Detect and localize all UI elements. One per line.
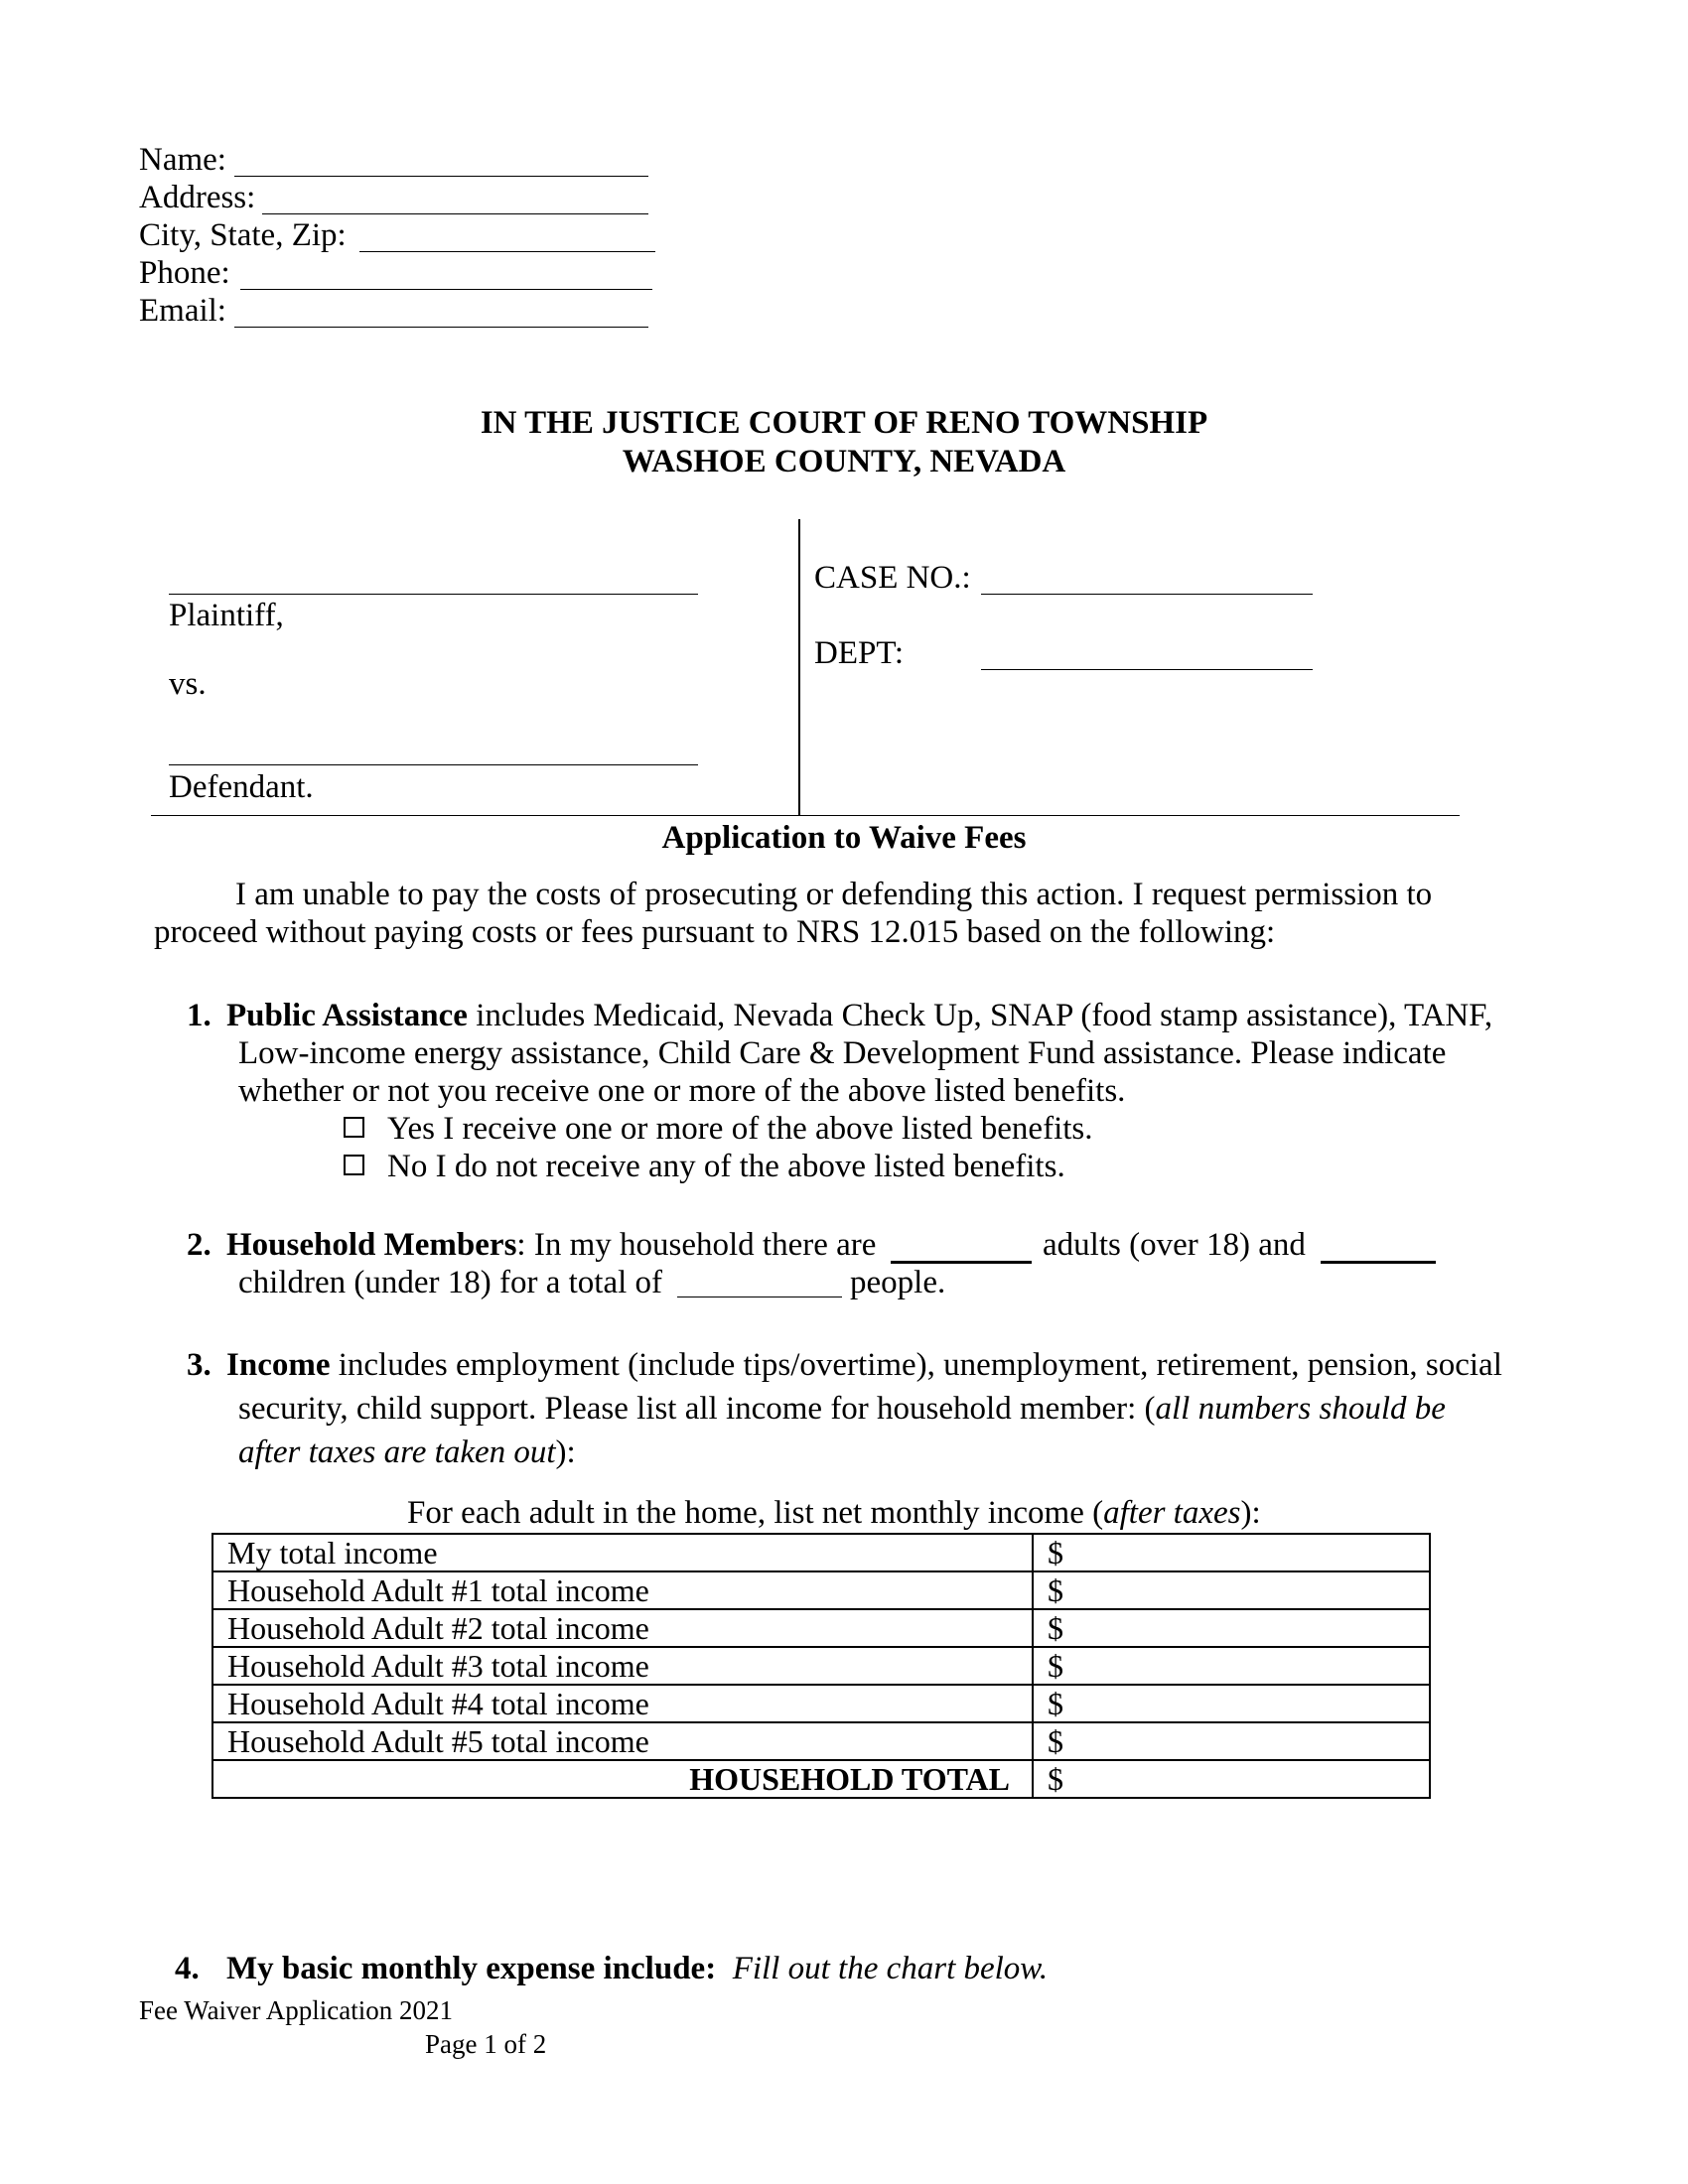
income-caption-text: For each adult in the home, list net monthly income ( [407, 1495, 1104, 1531]
email-field[interactable] [234, 327, 648, 328]
section-2-text-c: children (under 18) for a total of [238, 1265, 663, 1300]
section-1-line-2: Low-income energy assistance, Child Care & Development Fund assistance. Please indicate [238, 1035, 1447, 1071]
income-row-label: Household Adult #1 total income [212, 1571, 1033, 1609]
intro-line-1: I am unable to pay the costs of prosecuting or defending this action. I request permission to [235, 877, 1433, 912]
section-2-text-b: adults (over 18) and [1043, 1227, 1306, 1263]
section-4-heading: My basic monthly expense include: [226, 1951, 717, 1986]
phone-field[interactable] [240, 289, 652, 290]
dept-field[interactable] [981, 669, 1313, 670]
plaintiff-name-field[interactable] [169, 594, 698, 595]
section-4-instruction: Fill out the chart below. [732, 1951, 1049, 1986]
income-caption-end: ): [1240, 1495, 1261, 1531]
public-assistance-no-label: No I do not receive any of the above listed benefits. [387, 1149, 1065, 1184]
income-amount-field[interactable]: $ [1033, 1609, 1430, 1647]
caption-divider [798, 519, 800, 815]
vs-label: vs. [169, 666, 207, 702]
section-3-line-3-end: ): [555, 1434, 576, 1470]
income-row-label: Household Adult #5 total income [212, 1722, 1033, 1760]
income-row [212, 1685, 1430, 1722]
phone-label: Phone: [139, 255, 230, 291]
income-row-label: Household Adult #4 total income [212, 1685, 1033, 1722]
income-amount-field[interactable]: $ [1033, 1722, 1430, 1760]
income-row-label: My total income [212, 1534, 1033, 1571]
public-assistance-yes-checkbox[interactable] [344, 1117, 364, 1138]
income-row [212, 1571, 1430, 1609]
income-amount-field[interactable]: $ [1033, 1534, 1430, 1571]
defendant-label: Defendant. [169, 769, 314, 805]
email-label: Email: [139, 293, 226, 329]
section-2-text-d: people. [850, 1265, 946, 1300]
income-row [212, 1534, 1430, 1571]
section-4-number: 4. [175, 1951, 200, 1986]
address-label: Address: [139, 180, 256, 215]
case-no-label: CASE NO.: [814, 560, 971, 596]
city-state-zip-field[interactable] [359, 251, 655, 252]
adults-count-field[interactable] [891, 1261, 1032, 1264]
section-2-heading: Household Members [226, 1227, 517, 1263]
section-3-heading: Income [226, 1347, 331, 1383]
public-assistance-yes-label: Yes I receive one or more of the above listed benefits. [387, 1111, 1093, 1147]
section-4-line [226, 1951, 1048, 1987]
income-row [212, 1722, 1430, 1760]
section-3-line-2 [238, 1391, 1446, 1428]
income-row [212, 1609, 1430, 1647]
name-field[interactable] [234, 176, 648, 177]
section-1-number: 1. [187, 998, 211, 1033]
income-amount-field[interactable]: $ [1033, 1647, 1430, 1685]
section-3-number: 3. [187, 1347, 211, 1383]
section-1-text: includes Medicaid, Nevada Check Up, SNAP (food stamp assistance), TANF, [467, 998, 1493, 1033]
household-total-label: HOUSEHOLD TOTAL [212, 1760, 1033, 1798]
plaintiff-label: Plaintiff, [169, 598, 284, 633]
caption-bottom-rule [151, 815, 1460, 816]
section-1-line-1 [226, 998, 1492, 1034]
court-name: IN THE JUSTICE COURT OF RENO TOWNSHIP [480, 405, 1208, 441]
income-caption-italic: after taxes [1103, 1495, 1241, 1531]
footer-page-number: Page 1 of 2 [425, 2029, 547, 2059]
dept-label: DEPT: [814, 635, 905, 671]
income-row-label: Household Adult #2 total income [212, 1609, 1033, 1647]
income-table-body [212, 1534, 1430, 1798]
section-3-line-2-italic: all numbers should be [1155, 1391, 1446, 1427]
section-3-line-2-text: security, child support. Please list all income for household member: ( [238, 1391, 1156, 1427]
defendant-name-field[interactable] [169, 764, 698, 765]
section-3-line-3-italic: after taxes are taken out [238, 1434, 556, 1470]
intro-line-2: proceed without paying costs or fees pursuant to NRS 12.015 based on the following: [154, 914, 1276, 950]
section-3-line-3 [238, 1434, 576, 1471]
section-3-line-1 [226, 1347, 1502, 1384]
address-field[interactable] [262, 213, 648, 214]
city-state-zip-label: City, State, Zip: [139, 217, 347, 253]
household-total-amount-field[interactable]: $ [1033, 1760, 1430, 1798]
income-table [211, 1533, 1431, 1799]
section-1-line-3: whether or not you receive one or more of the above listed benefits. [238, 1073, 1126, 1109]
footer-form-name: Fee Waiver Application 2021 [139, 1995, 454, 2025]
section-2-number: 2. [187, 1227, 211, 1263]
income-amount-field[interactable]: $ [1033, 1571, 1430, 1609]
section-2-text-a: : In my household there are [516, 1227, 877, 1263]
court-county: WASHOE COUNTY, NEVADA [622, 444, 1066, 479]
document-title: Application to Waive Fees [661, 820, 1027, 856]
income-row [212, 1647, 1430, 1685]
household-total-row [212, 1760, 1430, 1798]
public-assistance-no-checkbox[interactable] [344, 1155, 364, 1175]
name-label: Name: [139, 142, 226, 178]
section-2-line-1-a [226, 1227, 876, 1264]
case-no-field[interactable] [981, 594, 1313, 595]
children-count-field[interactable] [1321, 1261, 1436, 1264]
income-row-label: Household Adult #3 total income [212, 1647, 1033, 1685]
income-amount-field[interactable]: $ [1033, 1685, 1430, 1722]
income-table-caption [407, 1495, 1261, 1532]
section-1-heading: Public Assistance [226, 998, 468, 1033]
section-3-text: includes employment (include tips/overtime), unemployment, retirement, pension, social [330, 1347, 1502, 1383]
